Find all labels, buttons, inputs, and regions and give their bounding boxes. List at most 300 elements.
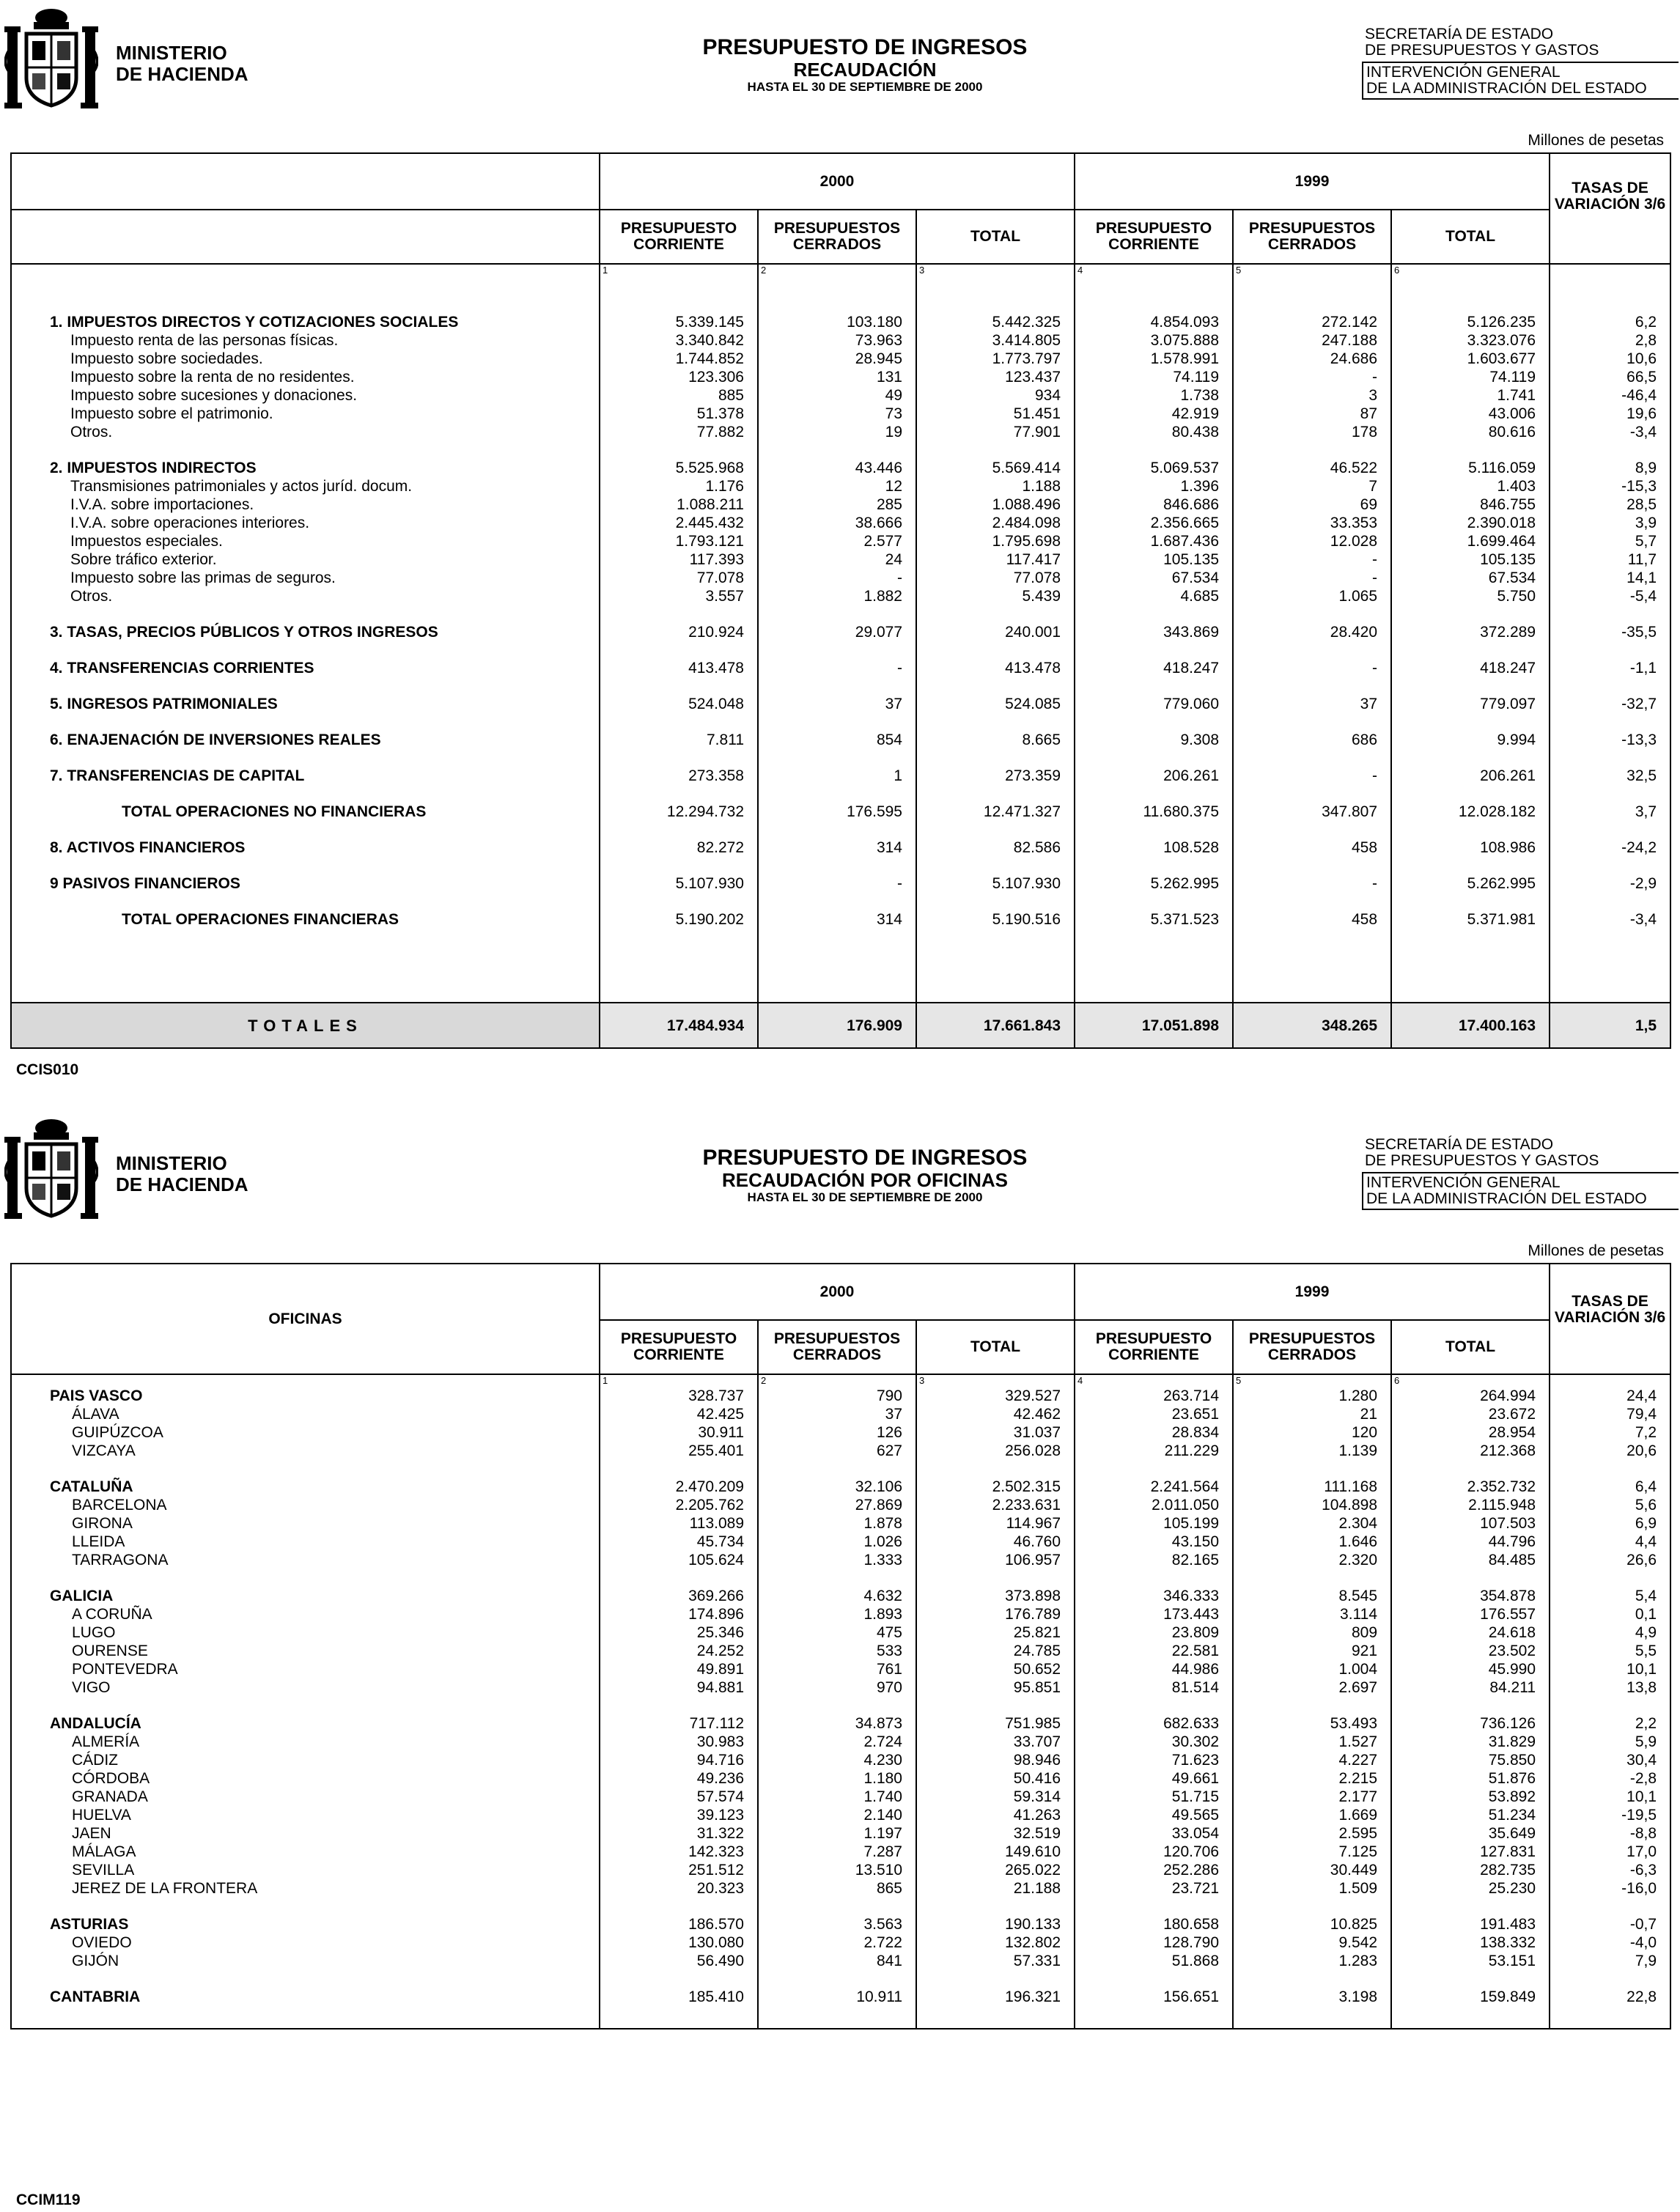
title-line-sub: RECAUDACIÓN	[793, 59, 937, 81]
ministry-line: DE HACIENDA	[116, 63, 248, 85]
value-cell: 130.080	[600, 1933, 758, 1952]
value-cell: 413.478	[916, 659, 1075, 677]
value-cell: 211.229	[1075, 1442, 1233, 1460]
value-cell: 57.574	[600, 1788, 758, 1806]
value-cell: 174.896	[600, 1605, 758, 1623]
value-cell: 2.697	[1233, 1678, 1391, 1697]
item-row	[12, 1642, 1670, 1660]
category-row	[12, 1387, 1670, 1405]
value-cell: 1.882	[758, 587, 916, 605]
value-cell: 117.417	[916, 550, 1075, 569]
title-line-sub: RECAUDACIÓN POR OFICINAS	[721, 1169, 1008, 1191]
category-row	[12, 838, 1670, 857]
value-cell: 841	[758, 1952, 916, 1970]
value-cell: 59.314	[916, 1788, 1075, 1806]
item-row	[12, 1879, 1670, 1898]
row-label: JAEN	[72, 1825, 111, 1842]
col-number: 2	[758, 1374, 916, 1387]
value-cell: 5.190.202	[600, 910, 758, 929]
oficinas-header: OFICINAS	[12, 1264, 600, 1374]
totals-label: TOTALES	[12, 1003, 600, 1047]
year-header: 1999	[1075, 1264, 1550, 1320]
value-cell: 23.502	[1391, 1642, 1550, 1660]
tasa-cell: 6,4	[1550, 1478, 1670, 1496]
intervencion-line: INTERVENCIÓN GENERAL	[1366, 1174, 1561, 1191]
value-cell: 49	[758, 386, 916, 405]
category-row	[12, 695, 1670, 713]
value-cell: 3.198	[1233, 1988, 1391, 2006]
row-label: OURENSE	[72, 1643, 148, 1659]
col-header-presupuesto-corriente: PRESUPUESTO CORRIENTE	[1075, 1320, 1233, 1374]
row-label: 2. IMPUESTOS INDIRECTOS	[50, 460, 257, 476]
spacer-row	[12, 1697, 1670, 1714]
value-cell: 44.986	[1075, 1660, 1233, 1678]
spacer-row	[12, 1569, 1670, 1587]
secretaria-block	[1365, 26, 1679, 100]
value-cell: 176.595	[758, 803, 916, 821]
tasa-cell: -3,4	[1550, 423, 1670, 441]
value-cell: 51.234	[1391, 1806, 1550, 1824]
value-cell: 159.849	[1391, 1988, 1550, 2006]
value-cell: 314	[758, 910, 916, 929]
value-cell: 2.577	[758, 532, 916, 550]
item-row	[12, 514, 1670, 532]
value-cell: 35.649	[1391, 1824, 1550, 1843]
value-cell: 1.509	[1233, 1879, 1391, 1898]
item-row	[12, 331, 1670, 350]
value-cell: 1.669	[1233, 1806, 1391, 1824]
value-cell: 111.168	[1233, 1478, 1391, 1496]
value-cell: 149.610	[916, 1843, 1075, 1861]
row-label: Impuesto sobre las primas de seguros.	[70, 569, 336, 586]
units-label: Millones de pesetas	[1528, 132, 1664, 149]
value-cell: 369.266	[600, 1587, 758, 1605]
row-label: LLEIDA	[72, 1533, 125, 1550]
tasa-cell: 14,1	[1550, 569, 1670, 587]
spacer-row	[12, 749, 1670, 767]
value-cell: -	[1233, 569, 1391, 587]
value-cell: 282.735	[1391, 1861, 1550, 1879]
revenue-table-frame	[10, 152, 1671, 1049]
concept-header-empty	[12, 154, 600, 210]
value-cell: 5.262.995	[1075, 874, 1233, 893]
row-label: TARRAGONA	[72, 1552, 169, 1568]
spacer-row	[12, 713, 1670, 731]
spacer-row	[12, 677, 1670, 695]
value-cell: 31.322	[600, 1824, 758, 1843]
value-cell: 1.188	[916, 477, 1075, 495]
value-cell: 128.790	[1075, 1933, 1233, 1952]
value-cell: 173.443	[1075, 1605, 1233, 1623]
col-header-presupuesto-corriente: PRESUPUESTO CORRIENTE	[600, 1320, 758, 1374]
tasa-cell: 5,4	[1550, 1587, 1670, 1605]
value-cell: 5.107.930	[600, 874, 758, 893]
value-cell: 779.060	[1075, 695, 1233, 713]
value-cell: 24.686	[1233, 350, 1391, 368]
tasa-cell: 11,7	[1550, 550, 1670, 569]
value-cell: 94.716	[600, 1751, 758, 1769]
item-row	[12, 1824, 1670, 1843]
value-cell: 21.188	[916, 1879, 1075, 1898]
row-label: 3. TASAS, PRECIOS PÚBLICOS Y OTROS INGRESOS	[50, 624, 438, 641]
value-cell: 5.116.059	[1391, 459, 1550, 477]
value-cell: 5.190.516	[916, 910, 1075, 929]
value-cell: 190.133	[916, 1915, 1075, 1933]
value-cell: 1.646	[1233, 1533, 1391, 1551]
totals-row	[12, 1003, 1670, 1047]
row-label: I.V.A. sobre importaciones.	[70, 496, 254, 513]
value-cell: 25.821	[916, 1623, 1075, 1642]
value-cell: 5.069.537	[1075, 459, 1233, 477]
value-cell: 28.945	[758, 350, 916, 368]
col-number: 2	[758, 264, 916, 276]
row-label: CÓRDOBA	[72, 1770, 150, 1787]
tasa-cell: 22,8	[1550, 1988, 1670, 2006]
value-cell: 4.227	[1233, 1751, 1391, 1769]
value-cell: 186.570	[600, 1915, 758, 1933]
intervencion-line: INTERVENCIÓN GENERAL	[1366, 64, 1561, 81]
value-cell: 38.666	[758, 514, 916, 532]
value-cell: 185.410	[600, 1988, 758, 2006]
value-cell: 2.445.432	[600, 514, 758, 532]
totals-cell: 17.661.843	[916, 1003, 1075, 1047]
value-cell: 46.522	[1233, 459, 1391, 477]
tasa-cell: 17,0	[1550, 1843, 1670, 1861]
value-cell: 1.088.496	[916, 495, 1075, 514]
row-label: SEVILLA	[72, 1862, 135, 1879]
value-cell: 1.197	[758, 1824, 916, 1843]
value-cell: 51.378	[600, 405, 758, 423]
row-label: GRANADA	[72, 1788, 148, 1805]
value-cell: 104.898	[1233, 1496, 1391, 1514]
col-number: 3	[916, 1374, 1075, 1387]
value-cell: 67.534	[1391, 569, 1550, 587]
tasa-cell: -24,2	[1550, 838, 1670, 857]
value-cell: 105.135	[1391, 550, 1550, 569]
value-cell: 212.368	[1391, 1442, 1550, 1460]
value-cell: 1.065	[1233, 587, 1391, 605]
value-cell: 19	[758, 423, 916, 441]
value-cell: 206.261	[1075, 767, 1233, 785]
totals-cell: 348.265	[1233, 1003, 1391, 1047]
value-cell: 4.854.093	[1075, 313, 1233, 331]
col-header-presupuesto-corriente: PRESUPUESTO CORRIENTE	[600, 210, 758, 264]
year-header: 2000	[600, 1264, 1075, 1320]
value-cell: 5.525.968	[600, 459, 758, 477]
tasas-header: TASAS DE VARIACIÓN 3/6	[1550, 1264, 1670, 1374]
value-cell: 210.924	[600, 623, 758, 641]
value-cell: 7.287	[758, 1843, 916, 1861]
value-cell: 67.534	[1075, 569, 1233, 587]
row-label: GALICIA	[50, 1588, 114, 1604]
tasa-cell: 26,6	[1550, 1551, 1670, 1569]
tasa-cell: 3,7	[1550, 803, 1670, 821]
value-cell: 5.107.930	[916, 874, 1075, 893]
col-number: 6	[1391, 1374, 1550, 1387]
value-cell: 42.462	[916, 1405, 1075, 1423]
item-row	[12, 1788, 1670, 1806]
tasa-cell: 66,5	[1550, 368, 1670, 386]
value-cell: 418.247	[1391, 659, 1550, 677]
value-cell: -	[758, 569, 916, 587]
value-cell: 33.707	[916, 1733, 1075, 1751]
item-row	[12, 386, 1670, 405]
row-label: PAIS VASCO	[50, 1387, 143, 1404]
value-cell: 8.545	[1233, 1587, 1391, 1605]
value-cell: 24	[758, 550, 916, 569]
value-cell: 51.868	[1075, 1952, 1233, 1970]
value-cell: 176.789	[916, 1605, 1075, 1623]
value-cell: 2.233.631	[916, 1496, 1075, 1514]
item-row	[12, 1660, 1670, 1678]
revenue-table	[12, 154, 1670, 1047]
value-cell: 49.661	[1075, 1769, 1233, 1788]
value-cell: 7.811	[600, 731, 758, 749]
tasa-cell: -4,0	[1550, 1933, 1670, 1952]
value-cell: 37	[758, 1405, 916, 1423]
spacer-row	[12, 641, 1670, 659]
value-cell: 191.483	[1391, 1915, 1550, 1933]
tasa-cell: -2,8	[1550, 1769, 1670, 1788]
item-row	[12, 368, 1670, 386]
value-cell: 43.446	[758, 459, 916, 477]
value-cell: 74.119	[1075, 368, 1233, 386]
value-cell: 30.449	[1233, 1861, 1391, 1879]
value-cell: 114.967	[916, 1514, 1075, 1533]
col-number: 4	[1075, 264, 1233, 276]
value-cell: 5.439	[916, 587, 1075, 605]
item-row	[12, 1751, 1670, 1769]
value-cell: 33.054	[1075, 1824, 1233, 1843]
row-label: VIGO	[72, 1679, 111, 1696]
col-number: 3	[916, 264, 1075, 276]
tasas-header: TASAS DE VARIACIÓN 3/6	[1550, 154, 1670, 264]
value-cell: 372.289	[1391, 623, 1550, 641]
value-cell: 2.722	[758, 1933, 916, 1952]
value-cell: 265.022	[916, 1861, 1075, 1879]
value-cell: 51.715	[1075, 1788, 1233, 1806]
row-label: CANTABRIA	[50, 1988, 141, 2005]
totals-cell: 176.909	[758, 1003, 916, 1047]
value-cell: 1.878	[758, 1514, 916, 1533]
value-cell: 12.471.327	[916, 803, 1075, 821]
value-cell: 43.006	[1391, 405, 1550, 423]
value-cell: 105.135	[1075, 550, 1233, 569]
row-label: Impuestos especiales.	[70, 533, 223, 550]
value-cell: 1.403	[1391, 477, 1550, 495]
spacer-row	[12, 785, 1670, 803]
row-label: A CORUÑA	[72, 1606, 152, 1623]
value-cell: 3.075.888	[1075, 331, 1233, 350]
value-cell: 74.119	[1391, 368, 1550, 386]
value-cell: 9.308	[1075, 731, 1233, 749]
tasa-cell: 0,1	[1550, 1605, 1670, 1623]
value-cell: 314	[758, 838, 916, 857]
value-cell: 105.624	[600, 1551, 758, 1569]
row-label: Otros.	[70, 424, 113, 440]
tasa-cell: 24,4	[1550, 1387, 1670, 1405]
tasa-cell: -2,9	[1550, 874, 1670, 893]
row-label: 7. TRANSFERENCIAS DE CAPITAL	[50, 767, 305, 784]
value-cell: 75.850	[1391, 1751, 1550, 1769]
category-row	[12, 731, 1670, 749]
value-cell: 1.396	[1075, 477, 1233, 495]
value-cell: 4.632	[758, 1587, 916, 1605]
value-cell: 50.416	[916, 1769, 1075, 1788]
value-cell: 46.760	[916, 1533, 1075, 1551]
tasa-cell: 6,9	[1550, 1514, 1670, 1533]
value-cell: 31.037	[916, 1423, 1075, 1442]
value-cell: 240.001	[916, 623, 1075, 641]
value-cell: 2.215	[1233, 1769, 1391, 1788]
value-cell: 82.586	[916, 838, 1075, 857]
value-cell: -	[758, 659, 916, 677]
report-title	[586, 35, 1143, 95]
value-cell: 53.493	[1233, 1714, 1391, 1733]
col-header-total: TOTAL	[916, 210, 1075, 264]
value-cell: 123.437	[916, 368, 1075, 386]
value-cell: 2.502.315	[916, 1478, 1075, 1496]
value-cell: 751.985	[916, 1714, 1075, 1733]
tasa-cell: -6,3	[1550, 1861, 1670, 1879]
value-cell: 108.528	[1075, 838, 1233, 857]
totals-cell: 17.051.898	[1075, 1003, 1233, 1047]
item-row	[12, 587, 1670, 605]
row-label: Transmisiones patrimoniales y actos juríd. docum.	[70, 478, 413, 495]
value-cell: 2.356.665	[1075, 514, 1233, 532]
value-cell: 736.126	[1391, 1714, 1550, 1733]
ministry-line: MINISTERIO	[116, 1152, 227, 1174]
item-row	[12, 1496, 1670, 1514]
value-cell: 43.150	[1075, 1533, 1233, 1551]
value-cell: 24.785	[916, 1642, 1075, 1660]
value-cell: 373.898	[916, 1587, 1075, 1605]
value-cell: 3.340.842	[600, 331, 758, 350]
value-cell: 2.352.732	[1391, 1478, 1550, 1496]
value-cell: 5.339.145	[600, 313, 758, 331]
value-cell: 2.595	[1233, 1824, 1391, 1843]
value-cell: 120	[1233, 1423, 1391, 1442]
value-cell: 846.686	[1075, 495, 1233, 514]
value-cell: 37	[758, 695, 916, 713]
year-header: 1999	[1075, 154, 1550, 210]
value-cell: -	[758, 874, 916, 893]
tasa-cell: 10,1	[1550, 1660, 1670, 1678]
value-cell: 1.088.211	[600, 495, 758, 514]
col-header-presupuestos-cerrados: PRESUPUESTOS CERRADOS	[1233, 1320, 1391, 1374]
col-header-presupuestos-cerrados: PRESUPUESTOS CERRADOS	[758, 210, 916, 264]
value-cell: 252.286	[1075, 1861, 1233, 1879]
tasa-cell: 10,1	[1550, 1788, 1670, 1806]
value-cell: 5.371.523	[1075, 910, 1233, 929]
value-cell: 82.272	[600, 838, 758, 857]
value-cell: 30.302	[1075, 1733, 1233, 1751]
value-cell: 809	[1233, 1623, 1391, 1642]
value-cell: 5.262.995	[1391, 874, 1550, 893]
col-number: 5	[1233, 1374, 1391, 1387]
category-row	[12, 313, 1670, 331]
item-row	[12, 1861, 1670, 1879]
value-cell: 126	[758, 1423, 916, 1442]
value-cell: 82.165	[1075, 1551, 1233, 1569]
secretaria-line: DE PRESUPUESTOS Y GASTOS	[1365, 42, 1599, 59]
row-label: GUIPÚZCOA	[72, 1424, 163, 1441]
value-cell: 77.078	[600, 569, 758, 587]
value-cell: 1.333	[758, 1551, 916, 1569]
value-cell: 25.230	[1391, 1879, 1550, 1898]
spacer-row	[12, 821, 1670, 838]
row-label: BARCELONA	[72, 1497, 167, 1514]
value-cell: 21	[1233, 1405, 1391, 1423]
tasa-cell: -8,8	[1550, 1824, 1670, 1843]
item-row	[12, 1623, 1670, 1642]
subtotal-row	[12, 803, 1670, 821]
row-label: 1. IMPUESTOS DIRECTOS Y COTIZACIONES SOCIALES	[50, 314, 459, 331]
value-cell: 178	[1233, 423, 1391, 441]
value-cell: 28.954	[1391, 1423, 1550, 1442]
spacer-row	[12, 1898, 1670, 1915]
value-cell: 45.990	[1391, 1660, 1550, 1678]
value-cell: 34.873	[758, 1714, 916, 1733]
value-cell: 1.176	[600, 477, 758, 495]
value-cell: 103.180	[758, 313, 916, 331]
value-cell: 120.706	[1075, 1843, 1233, 1861]
tasa-cell: -35,5	[1550, 623, 1670, 641]
value-cell: 73.963	[758, 331, 916, 350]
value-cell: 10.825	[1233, 1915, 1391, 1933]
col-header-presupuestos-cerrados: PRESUPUESTOS CERRADOS	[1233, 210, 1391, 264]
value-cell: -	[1233, 874, 1391, 893]
value-cell: 84.211	[1391, 1678, 1550, 1697]
category-row	[12, 1587, 1670, 1605]
value-cell: 28.420	[1233, 623, 1391, 641]
row-label: Impuesto sobre sucesiones y donaciones.	[70, 387, 358, 404]
value-cell: 1.280	[1233, 1387, 1391, 1405]
row-label: 8. ACTIVOS FINANCIEROS	[50, 839, 246, 856]
tasa-cell: 19,6	[1550, 405, 1670, 423]
value-cell: 1.741	[1391, 386, 1550, 405]
intervencion-line: DE LA ADMINISTRACIÓN DEL ESTADO	[1366, 80, 1647, 97]
secretaria-block	[1365, 1137, 1679, 1210]
value-cell: 30.983	[600, 1733, 758, 1751]
offices-table-frame	[10, 1263, 1671, 2029]
value-cell: 24.252	[600, 1642, 758, 1660]
value-cell: 51.451	[916, 405, 1075, 423]
value-cell: 3.323.076	[1391, 331, 1550, 350]
row-label: VIZCAYA	[72, 1442, 136, 1459]
row-label: PONTEVEDRA	[72, 1661, 178, 1678]
item-row	[12, 477, 1670, 495]
value-cell: 196.321	[916, 1988, 1075, 2006]
value-cell: 8.665	[916, 731, 1075, 749]
intervencion-line: DE LA ADMINISTRACIÓN DEL ESTADO	[1366, 1190, 1647, 1207]
item-row	[12, 1405, 1670, 1423]
value-cell: 84.485	[1391, 1551, 1550, 1569]
value-cell: 5.126.235	[1391, 313, 1550, 331]
value-cell: 44.796	[1391, 1533, 1550, 1551]
value-cell: -	[1233, 550, 1391, 569]
item-row	[12, 1678, 1670, 1697]
col-header-total: TOTAL	[1391, 1320, 1550, 1374]
value-cell: 2.241.564	[1075, 1478, 1233, 1496]
item-row	[12, 423, 1670, 441]
value-cell: 1.793.121	[600, 532, 758, 550]
col-header-presupuestos-cerrados: PRESUPUESTOS CERRADOS	[758, 1320, 916, 1374]
totals-cell: 17.484.934	[600, 1003, 758, 1047]
row-label: Sobre tráfico exterior.	[70, 551, 217, 568]
value-cell: 31.829	[1391, 1733, 1550, 1751]
value-cell: 13.510	[758, 1861, 916, 1879]
